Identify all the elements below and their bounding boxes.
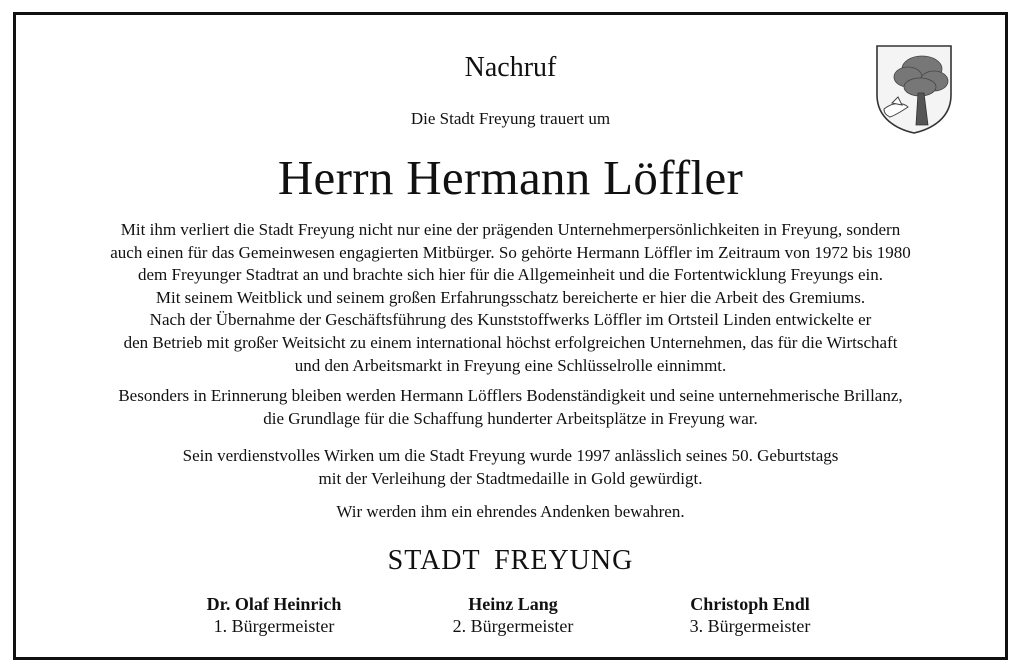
signatory-name: Christoph Endl [690, 594, 810, 614]
deceased-name: Herrn Hermann Löffler [277, 150, 744, 205]
text-line: Nach der Übernahme der Geschäftsführung des Kunststoffwerks Löffler im Ortsteil Linden entwickelte er [149, 310, 872, 330]
text-line: die Grundlage für die Schaffung hunderter Arbeitsplätze in Freyung war. [263, 408, 758, 428]
text-line: Besonders in Erinnerung bleiben werden Hermann Löfflers Bodenständigkeit und seine unternehmerische Brillanz, [118, 386, 903, 405]
signatory-second-mayor [393, 593, 633, 637]
organization-name: STADT FREYUNG [387, 545, 634, 576]
obituary-notice [13, 12, 1008, 660]
text-line: und den Arbeitsmarkt in Freyung eine Schlüsselrolle einnimmt. [294, 355, 727, 375]
text-line: Sein verdienstvolles Wirken um die Stadt Freyung wurde 1997 anlässlich seines 50. Geburtstags [182, 446, 839, 465]
text-line: dem Freyunger Stadtrat an und brachte sich hier für die Allgemeinheit und die Fortentwicklung Freyungs ein. [138, 265, 883, 285]
signatory-name: Dr. Olaf Heinrich [206, 594, 342, 614]
intro-line: Die Stadt Freyung trauert um [410, 109, 611, 128]
signatory-first-mayor [154, 593, 394, 637]
text-line: Mit ihm verliert die Stadt Freyung nicht nur eine der prägenden Unternehmerpersönlichkeiten in Freyung, sondern [120, 220, 901, 239]
closing-line: Wir werden ihm ein ehrendes Andenken bewahren. [336, 502, 685, 521]
notice-heading: Nachruf [464, 52, 557, 83]
signatory-title: 3. Bürgermeister [689, 616, 811, 636]
paragraph-honors [16, 445, 1005, 490]
text-line: auch einen für das Gemeinwesen engagierten Mitbürger. So gehörte Hermann Löffler im Zeitraum von 1972 bis 1980 [110, 242, 911, 262]
signatory-title: 2. Bürgermeister [452, 616, 574, 636]
paragraph-career [16, 219, 1005, 377]
text-line: Mit seinem Weitblick und seinem großen Erfahrungsschatz bereicherte er hier die Arbeit des Gremiums. [155, 287, 866, 307]
text-line: den Betrieb mit großer Weitsicht zu einem international höchst erfolgreichen Unternehmen, das für die Wirtschaft [123, 332, 898, 352]
signatory-third-mayor [630, 593, 870, 637]
signatory-name: Heinz Lang [468, 594, 558, 614]
paragraph-remembrance [16, 385, 1005, 430]
signatory-title: 1. Bürgermeister [213, 616, 335, 636]
text-line: mit der Verleihung der Stadtmedaille in Gold gewürdigt. [318, 468, 703, 488]
